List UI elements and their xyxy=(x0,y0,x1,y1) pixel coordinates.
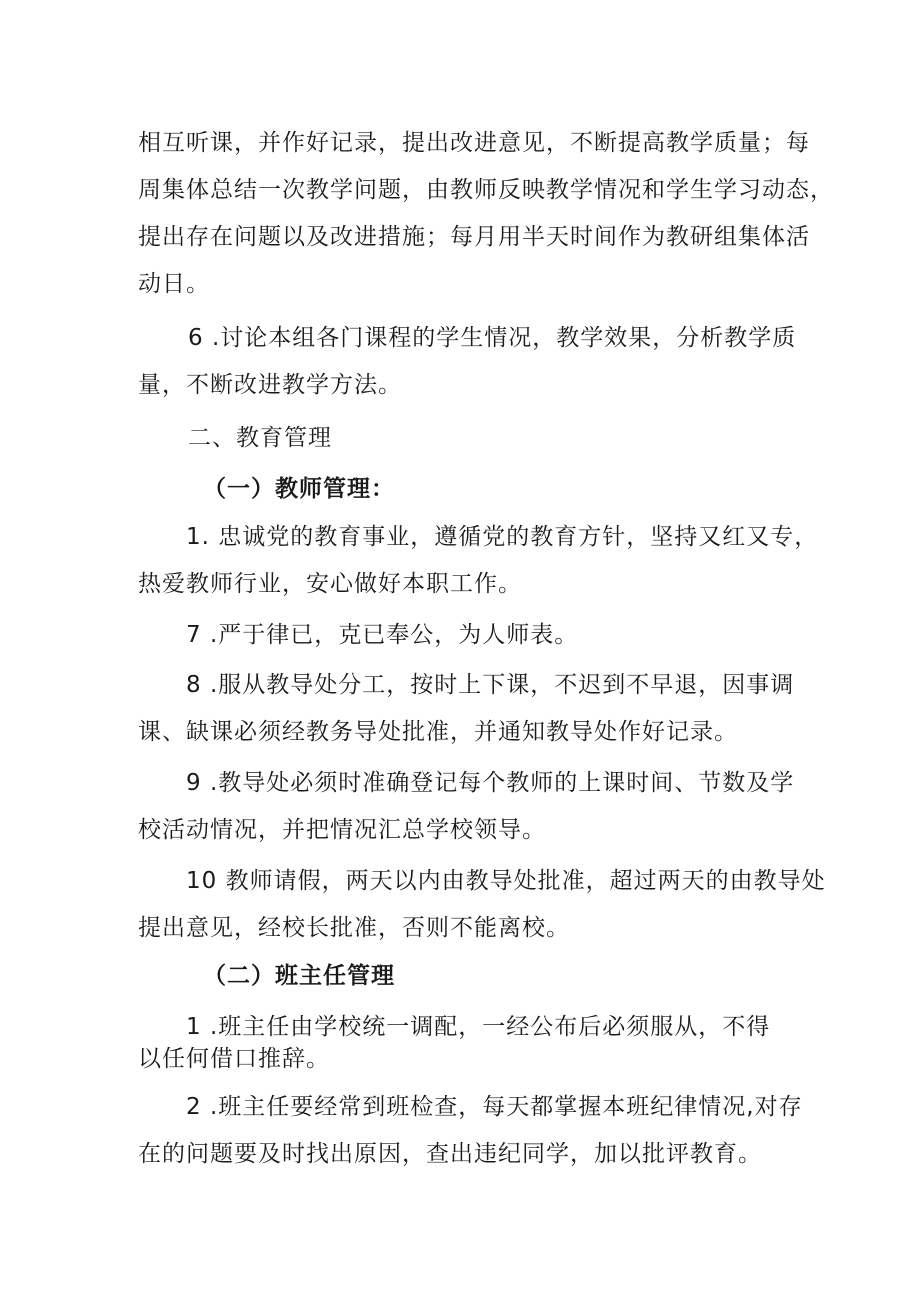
list-item-10-line: 10 教师请假，两天以内由教导处批准，超过两天的由教导处 xyxy=(186,868,826,894)
list-item-9-line: 9 .教导处必须时准确登记每个教师的上课时间、节数及学 xyxy=(186,770,795,796)
list-item-10-line: 提出意见，经校长批准，否则不能离校。 xyxy=(138,915,570,941)
list-item-7-line: 7 .严于律已，克已奉公，为人师表。 xyxy=(186,622,579,648)
class-item-2-line: 2 .班主任要经常到班检查，每天都掌握本班纪律情况,对存 xyxy=(186,1094,803,1120)
subheading-teacher-management: （一）教师管理： xyxy=(203,476,395,502)
list-item-1-line: 1. 忠诚党的教育事业，遵循党的教育方针，坚持又红又专， xyxy=(186,524,819,550)
subheading-class-teacher-management: （二）班主任管理 xyxy=(203,963,395,989)
class-item-2-line: 在的问题要及时找出原因，查出违纪同学，加以批评教育。 xyxy=(138,1141,762,1167)
class-item-1-line: 以任何借口推辞。 xyxy=(138,1046,330,1072)
paragraph-line: 提出存在问题以及改进措施；每月用半天时间作为教研组集体活 xyxy=(138,224,810,250)
paragraph-line: 周集体总结一次教学问题，由教师反映教学情况和学生学习动态， xyxy=(138,177,834,203)
list-item-6-line: 6 .讨论本组各门课程的学生情况，教学效果，分析教学质 xyxy=(188,325,797,351)
class-item-1-line: 1 .班主任由学校统一调配，一经公布后必须服从，不得 xyxy=(186,1014,771,1040)
list-item-1-line: 热爱教师行业，安心做好本职工作。 xyxy=(138,571,522,597)
list-item-6-line: 量，不断改进教学方法。 xyxy=(138,372,402,398)
paragraph-line: 相互听课，并作好记录，提出改进意见，不断提高教学质量；每 xyxy=(138,130,810,156)
list-item-8-line: 8 .服从教导处分工，按时上下课，不迟到不早退，因事调 xyxy=(186,672,795,698)
section-heading-education-management: 二、教育管理 xyxy=(188,425,332,451)
list-item-9-line: 校活动情况，并把情况汇总学校领导。 xyxy=(138,817,546,843)
paragraph-line: 动日。 xyxy=(138,271,210,297)
list-item-8-line: 课、缺课必须经教务导处批准，并通知教导处作好记录。 xyxy=(138,719,738,745)
